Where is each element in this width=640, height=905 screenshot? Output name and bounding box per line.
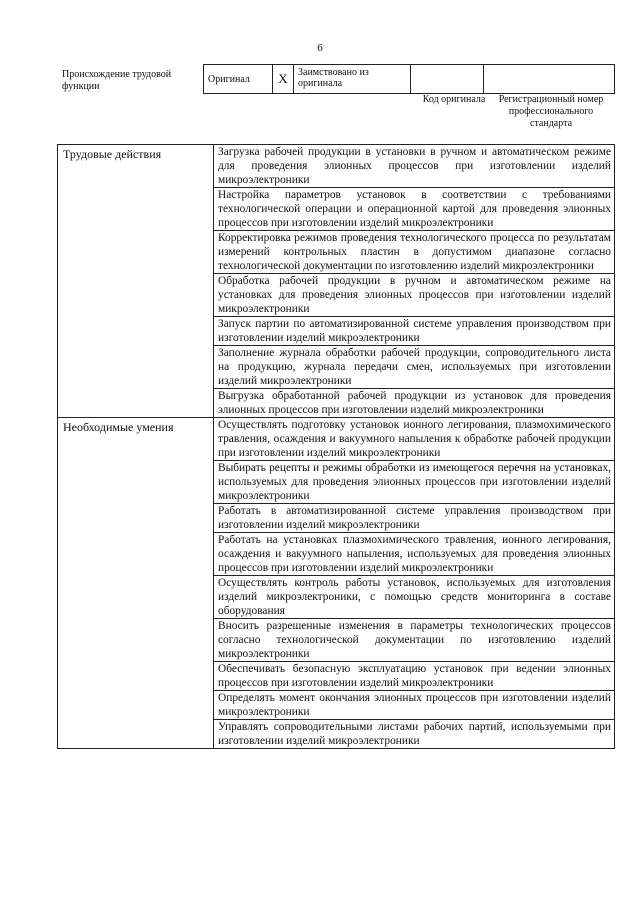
table-row [58,145,615,188]
function-details-table [57,144,615,749]
section-title: Необходимые умения [58,418,214,749]
list-item: Обеспечивать безопасную эксплуатацию установок при ведении элионных процессов при изготовлении изделий микроэлектроники [214,662,615,691]
list-item: Работать в автоматизированной системе управления производством при изготовлении изделий микроэлектроники [214,504,615,533]
list-item: Обработка рабочей продукции в ручном и автоматическом режиме на установках для проведения элионных процессов при изготовлении изделий микроэлектроники [214,274,615,317]
origin-table [203,64,615,94]
list-item: Корректировка режимов проведения технологического процесса по результатам измерений контрольных пластин в допустимом диапазоне согласно технологической документации по изготовлению изделий микроэлектроники [214,231,615,274]
list-item: Выгрузка обработанной рабочей продукции из установок для проведения элионных процессов при изготовлении изделий микроэлектроники [214,389,615,418]
page-number: 6 [317,42,323,54]
list-item: Загрузка рабочей продукции в установки в ручном и автоматическом режиме для проведения элионных процессов при изготовлении изделий микроэлектроники [214,145,615,188]
list-item: Запуск партии по автоматизированной системе управления производством при изготовлении изделий микроэлектроники [214,317,615,346]
list-item: Заполнение журнала обработки рабочей продукции, сопроводительного листа на продукцию, журнала передачи смен, используемых при изготовлении изделий микроэлектроники [214,346,615,389]
table-row [58,418,615,461]
origin-label: Происхождение трудовой функции [62,69,172,92]
borrowed-cell: Заимствовано из оригинала [294,65,411,94]
list-item: Настройка параметров установок в соответствии с требованиями технологической операции и операционной картой для проведения элионных процессов при изготовлении изделий микроэлектроники [214,188,615,231]
original-cell: Оригинал [204,65,273,94]
list-item: Работать на установках плазмохимического травления, ионного легирования, осаждения и вакуумного напыления, используемых для проведения элионных процессов при изготовлении изделий микроэлектроники [214,533,615,576]
registration-caption: Регистрационный номер профессионального стандарта [498,94,604,129]
section-title: Трудовые действия [58,145,214,418]
list-item: Осуществлять контроль работы установок, используемых для изготовления изделий микроэлектроники, с помощью средств мониторинга в составе оборудования [214,576,615,619]
list-item: Выбирать рецепты и режимы обработки из имеющегося перечня на установках, используемых для проведения элионных процессов при изготовлении изделий микроэлектроники [214,461,615,504]
code-cell [411,65,484,94]
original-mark: X [273,65,294,94]
list-item: Осуществлять подготовку установок ионного легирования, плазмохимического травления, осаждения и вакуумного напыления к обработке рабочей продукции при изготовлении изделий микроэлектроники [214,418,615,461]
list-item: Вносить разрешенные изменения в параметры технологических процессов согласно технологической документации по изготовлению изделий микроэлектроники [214,619,615,662]
registration-number-cell [484,65,615,94]
list-item: Управлять сопроводительными листами рабочих партий, используемыми при изготовлении изделий микроэлектроники [214,720,615,749]
code-caption: Код оригинала [422,94,486,105]
list-item: Определять момент окончания элионных процессов при изготовлении изделий микроэлектроники [214,691,615,720]
